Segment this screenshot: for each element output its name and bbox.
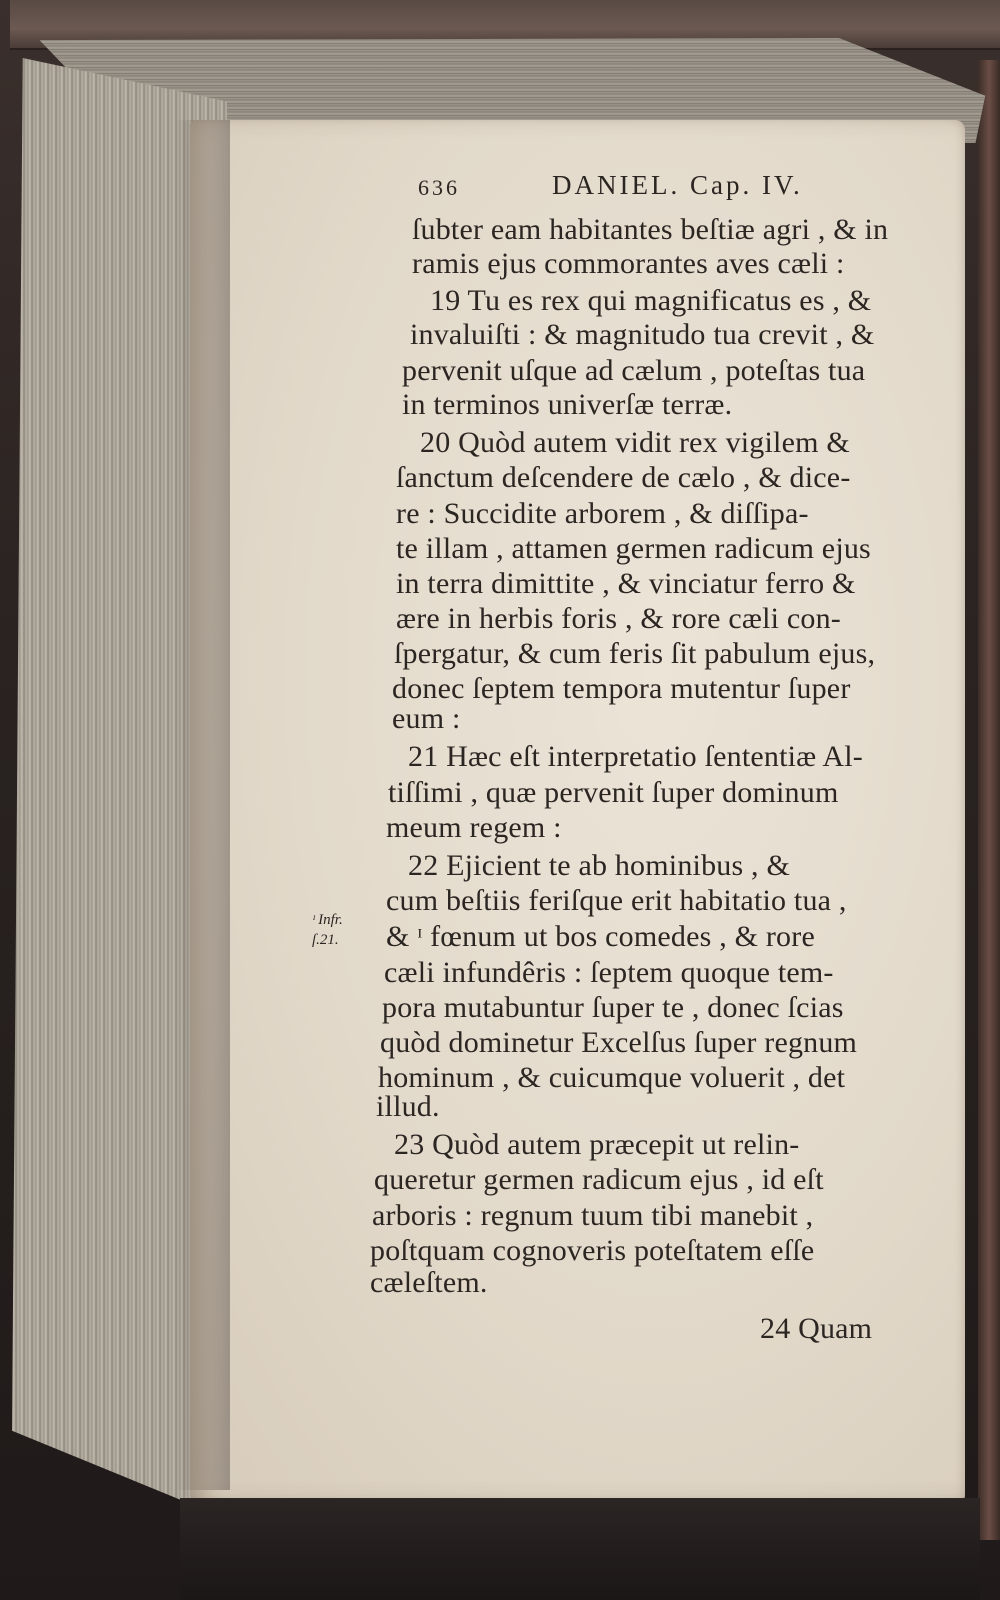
text-line: queretur germen radicum ejus , id eſt <box>374 1163 824 1196</box>
text-line: cæleſtem. <box>370 1266 488 1299</box>
text-line: ſubter eam habitantes beſtiæ agri , & in <box>412 213 889 246</box>
text-line: meum regem : <box>386 811 562 844</box>
text-line: ſpergatur, & cum feris ſit pabulum ejus, <box>394 637 876 670</box>
text-line: & ᶦ fœnum ut bos comedes , & rore <box>386 920 815 953</box>
text-line: in terra dimittite , & vinciatur ferro & <box>396 567 856 600</box>
text-line: 22 Ejicient te ab hominibus , & <box>408 849 790 882</box>
text-line: cum beſtiis feriſque erit habitatio tua , <box>386 884 847 917</box>
text-line: 23 Quòd autem præcepit ut relin- <box>394 1128 800 1161</box>
text-line: pervenit uſque ad cælum , poteſtas tua <box>402 354 866 387</box>
text-line: eum : <box>392 702 461 735</box>
text-line: cæli infundêris : ſeptem quoque tem- <box>384 956 834 989</box>
catchword: 24 Quam <box>760 1312 873 1345</box>
text-line: ſanctum deſcendere de cælo , & dice- <box>396 461 851 494</box>
text-line: tiſſimi , quæ pervenit ſuper dominum <box>388 776 839 809</box>
text-line: in terminos univerſæ terræ. <box>402 388 733 421</box>
text-line: 19 Tu es rex qui magnificatus es , & <box>430 284 872 317</box>
page-number: 636 <box>418 175 460 200</box>
running-title: DANIEL. Cap. IV. <box>552 170 803 200</box>
text-line: poſtquam cognoveris poteſtatem eſſe <box>370 1234 815 1267</box>
text-line: 20 Quòd autem vidit rex vigilem & <box>420 426 850 459</box>
text-line: quòd dominetur Excelſus ſuper regnum <box>380 1026 858 1059</box>
text-line: illud. <box>376 1090 440 1123</box>
text-line: invaluiſti : & magnitudo tua crevit , & <box>410 318 875 351</box>
text-line: ramis ejus commorantes aves cæli : <box>412 247 845 280</box>
text-line: arboris : regnum tuum tibi manebit , <box>372 1199 814 1232</box>
margin-reference-line1: ᶦ Infr. <box>312 912 343 928</box>
text-line: re : Succidite arborem , & diſſipa- <box>396 497 809 530</box>
text-line: te illam , attamen germen radicum ejus <box>396 532 871 565</box>
margin-reference-line2: ſ.21. <box>312 932 339 948</box>
text-line: donec ſeptem tempora mutentur ſuper <box>392 672 851 705</box>
text-line: 21 Hæc eſt interpretatio ſententiæ Al- <box>408 740 863 773</box>
text-line: pora mutabuntur ſuper te , donec ſcias <box>382 991 844 1024</box>
text-line: hominum , & cuicumque voluerit , det <box>378 1061 846 1094</box>
text-line: ære in herbis foris , & rore cæli con- <box>396 602 841 635</box>
